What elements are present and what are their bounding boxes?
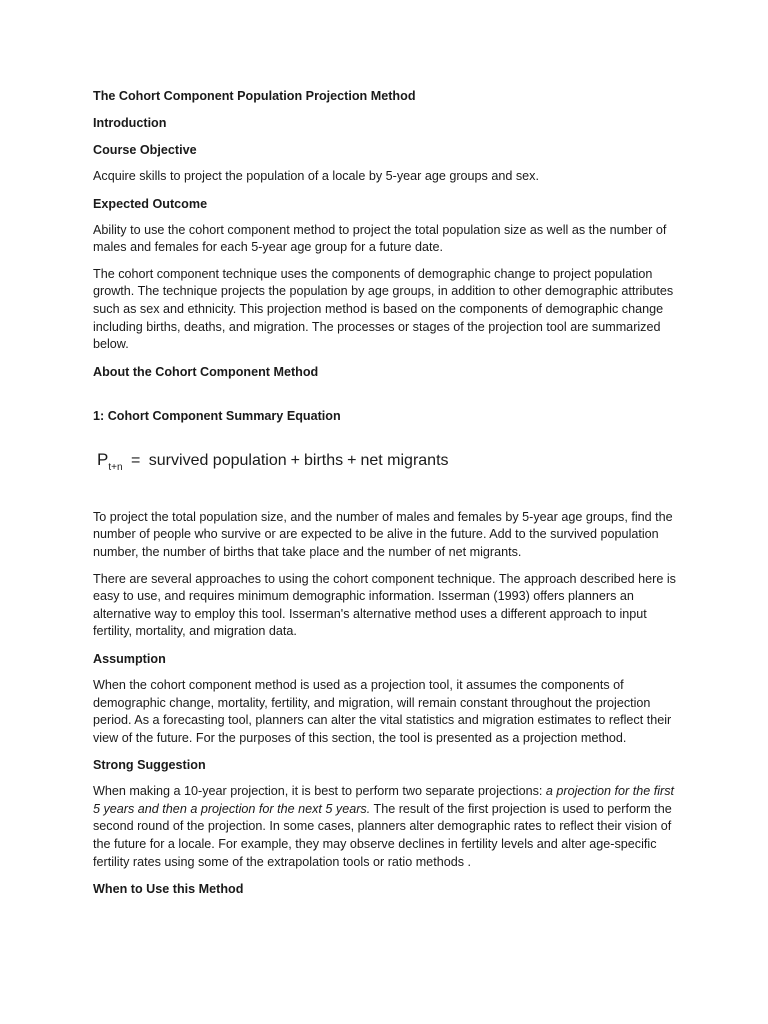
approaches-paragraph: There are several approaches to using the cohort component technique. The approach described here is easy to use, and requires minimum demographic information. Isserman (1993) offers planners an alternative way to employ this tool. Isserman's alternative method uses a different approach to input fertility, mortality, and migration data. xyxy=(93,571,676,639)
equation-plus: + xyxy=(347,451,357,469)
equation-term-births: births xyxy=(304,451,344,469)
about-method-heading: About the Cohort Component Method xyxy=(93,364,319,379)
when-to-use-heading: When to Use this Method xyxy=(93,882,244,897)
course-objective-text: Acquire skills to project the population of a locale by 5-year age groups and sex. xyxy=(93,169,539,183)
equation-plus: + xyxy=(290,451,300,469)
assumption-heading: Assumption xyxy=(93,651,166,666)
spacer xyxy=(93,390,678,407)
equation-term-survived: survived population xyxy=(148,451,287,469)
expected-outcome-heading: Expected Outcome xyxy=(93,196,208,211)
strong-suggestion-heading: Strong Suggestion xyxy=(93,758,206,773)
expected-outcome-text: Ability to use the cohort component method to project the total population size as well as the number of males and females for each 5-year age group for a future date. xyxy=(93,222,667,255)
equation-term-migrants: net migrants xyxy=(360,451,449,469)
equation-subscript: t+n xyxy=(108,461,123,473)
strong-suggestion-paragraph xyxy=(93,783,678,871)
summary-equation xyxy=(97,450,678,473)
cohort-technique-paragraph: The cohort component technique uses the components of demographic change to project population growth. The technique projects the population by age groups, in addition to other demographic attributes such as sex and ethnicity. This projection method is based on the components of demographic change including births, deaths, and migration. The processes or stages of the projection tool are summarized below. xyxy=(93,266,674,352)
suggestion-emphasis: a projection for the first 5 years and then a projection for the next 5 years. xyxy=(93,784,674,816)
suggestion-text-start: When making a 10-year projection, it is best to perform two separate projections: xyxy=(93,784,546,799)
equation-equals: = xyxy=(130,451,141,469)
introduction-heading: Introduction xyxy=(93,116,167,130)
document-body xyxy=(93,87,678,907)
suggestion-text-end: The result of the first projection is used to perform the second round of the projection. In some cases, planners alter demographic rates to reflect their vision of the future for a locale. For example, they may observe declines in fertility levels and alter age-specific fertility rates using some of the extrapolation tools or ratio methods . xyxy=(93,801,672,869)
assumption-paragraph: When the cohort component method is used as a projection tool, it assumes the components of demographic change, mortality, fertility, and migration, will remain constant throughout the projection period. As a forecasting tool, planners can alter the vital statistics and migration estimates to reflect their view of the future. For the purposes of this section, the tool is presented as a projection method. xyxy=(93,677,672,745)
course-objective-heading: Course Objective xyxy=(93,143,197,157)
equation-population-symbol: P xyxy=(97,449,109,469)
document-title: The Cohort Component Population Projection Method xyxy=(93,89,416,103)
summary-equation-heading: 1: Cohort Component Summary Equation xyxy=(93,408,341,423)
project-paragraph: To project the total population size, and the number of males and females by 5-year age groups, find the number of people who survive or are expected to be alive in the future. Add to the survived population number, the number of births that take place and the number of net migrants. xyxy=(93,509,673,559)
